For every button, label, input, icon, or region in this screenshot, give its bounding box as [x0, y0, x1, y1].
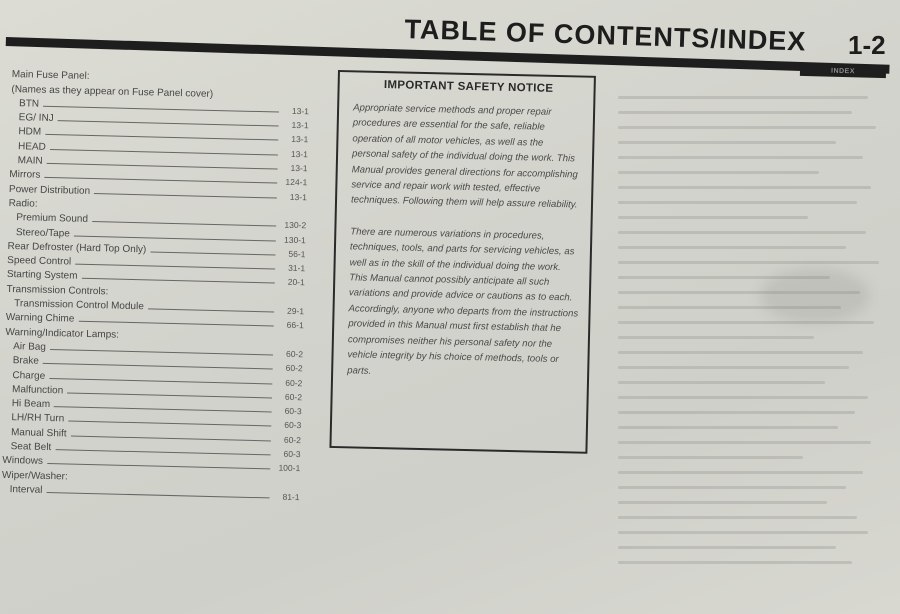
index-entry-label: Malfunction [11, 383, 64, 397]
index-entry-page: 60-2 [285, 377, 303, 388]
index-entry-label: Mirrors [9, 169, 41, 182]
index-entry-page: 60-3 [283, 448, 301, 460]
index-entry-page: 56-1 [288, 248, 306, 260]
index-entry-page: 81-1 [282, 491, 300, 503]
index-entry-page: 60-2 [285, 348, 304, 360]
index-entry-label: Premium Sound [16, 212, 89, 226]
index-entry-label: Power Distribution [8, 183, 91, 197]
index-entry-label: EG/ INJ [18, 112, 54, 125]
index-entry-page: 13-1 [291, 105, 310, 117]
index-entry-label: Starting System [6, 269, 78, 283]
dot-leader [46, 491, 269, 498]
index-entry-label: Interval [9, 483, 43, 496]
index-entry-label: Transmission Control Module [14, 298, 144, 313]
index-entry-page: 60-2 [285, 363, 303, 374]
index-entry-label: Seat Belt [10, 441, 52, 454]
dot-leader [150, 250, 275, 255]
index-entry-label: HEAD [17, 140, 46, 153]
bleed-through-text [618, 96, 890, 596]
index-entry-label: Speed Control [7, 255, 72, 268]
index-heading: Radio: [8, 197, 38, 210]
page-number: 1-2 [848, 30, 886, 60]
index-entry-label: Rear Defroster (Hard Top Only) [7, 240, 147, 256]
index-entry-page: 130-2 [284, 219, 307, 231]
index-entry-label: Windows [2, 455, 44, 468]
index-entry-page: 13-1 [291, 120, 309, 131]
index-entry-label: Stereo/Tape [15, 226, 70, 240]
index-entry-label: Charge [12, 369, 46, 382]
dot-leader [148, 307, 274, 312]
index-heading: Wiper/Washer: [1, 469, 68, 483]
index-entry-page: 13-1 [290, 162, 308, 174]
index-entry-label: Manual Shift [10, 426, 67, 440]
index-entry-page: 29-1 [286, 305, 305, 317]
index-entry-page: 130-1 [283, 234, 306, 245]
index-entry-page: 13-1 [290, 148, 309, 160]
index-entry-page: 60-3 [284, 420, 302, 431]
index-entry-label: Warning Chime [5, 312, 75, 325]
safety-notice-title: IMPORTANT SAFETY NOTICE [383, 79, 554, 95]
page-title: TABLE OF CONTENTS/INDEX [404, 14, 807, 57]
index-entry-page: 60-2 [283, 434, 302, 445]
index-entry-page: 31-1 [288, 262, 306, 274]
index-list [2, 66, 310, 502]
index-entry-page: 66-1 [286, 320, 304, 331]
index-entry-label: HDM [18, 126, 42, 139]
index-entry-page: 13-1 [291, 134, 309, 145]
index-entry-label: Brake [12, 355, 40, 367]
index-entry-label: LH/RH Turn [11, 412, 65, 425]
index-entry-page: 60-2 [284, 391, 303, 403]
index-entry-label: Hi Beam [11, 398, 51, 411]
index-entry-label: Air Bag [13, 341, 47, 353]
index-heading: (Names as they appear on Fuse Panel cover) [11, 83, 214, 100]
index-entry-page: 20-1 [287, 277, 305, 288]
index-entry-page: 60-3 [284, 405, 302, 417]
index-entry-page: 100-1 [278, 462, 301, 474]
index-heading: Transmission Controls: [6, 283, 109, 298]
index-heading: Main Fuse Panel: [11, 69, 90, 83]
index-entry-page: 13-1 [289, 191, 308, 202]
index-entry-label: MAIN [17, 155, 43, 167]
paper-smudge [760, 268, 870, 323]
index-heading: Warning/Indicator Lamps: [5, 326, 120, 341]
section-tab: INDEX [800, 65, 886, 78]
index-entry-page: 124-1 [285, 177, 308, 188]
safety-notice-paragraph: Appropriate service methods and proper repair procedures are essential for the safe, reliable operation of all motor vehicles, as well as the personal safety of the individual doing the work. This Manual provides general directions for accomplishing service and repair work with tested, effective techniques. Following them will help assure reliability. [350, 102, 578, 211]
safety-notice-box [329, 70, 596, 454]
index-entry-label: BTN [18, 98, 40, 110]
safety-notice-paragraph: There are numerous variations in procedures, techniques, tools, and parts for servicing vehicles, as well as in the skill of the individual doing the work. This Manual cannot possibly anticipate all such variations and provide advice or cautions as to each. Accordingly, anyone who departs from the instructions provided in this Manual must first establish that he compromises neither his personal safety nor the vehicle integrity by his choice of methods, tools or parts. [347, 226, 579, 377]
